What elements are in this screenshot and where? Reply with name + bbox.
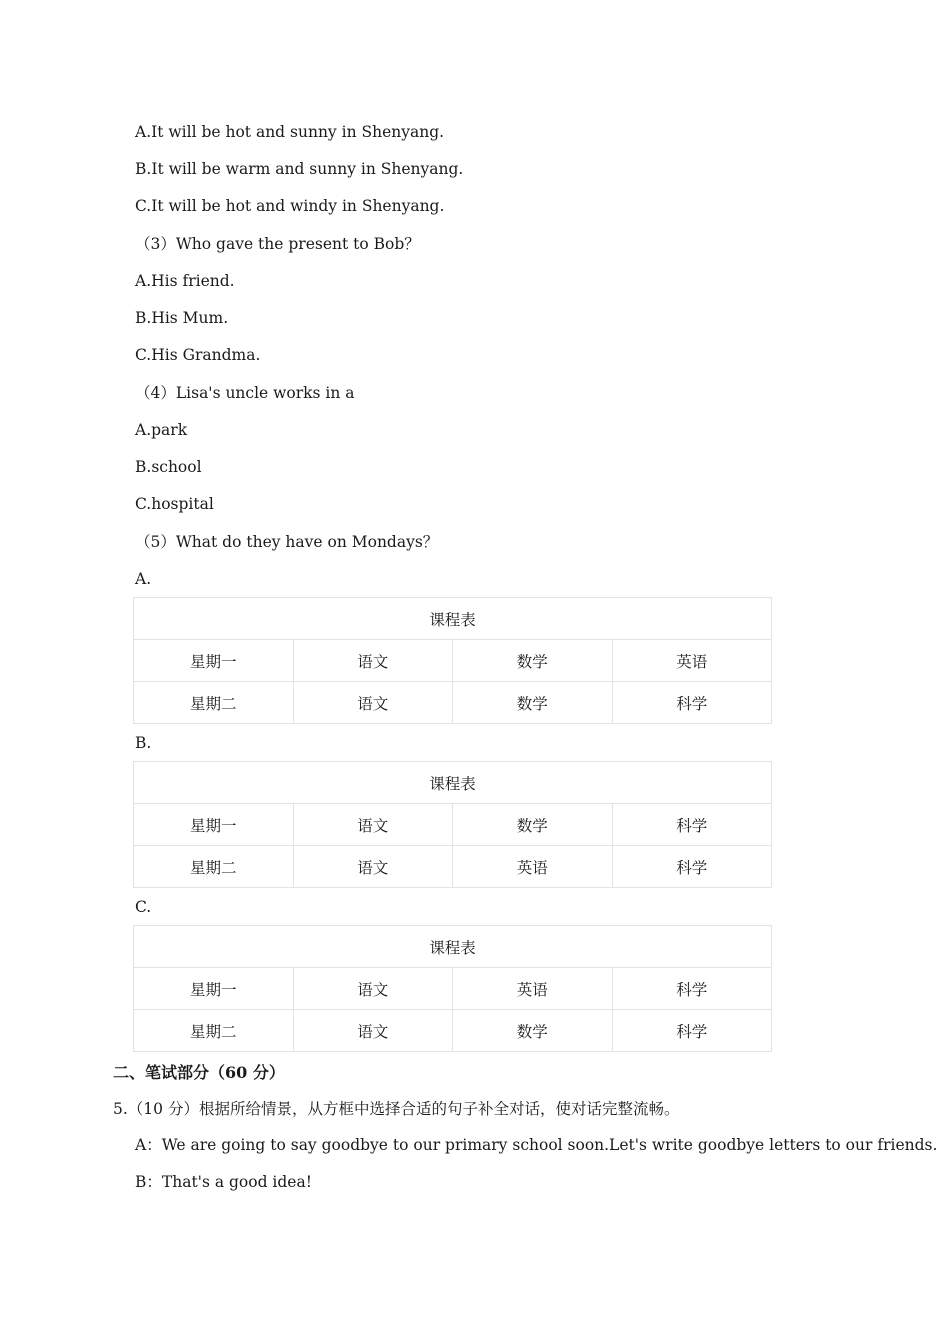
- table-cell: 数学: [453, 804, 613, 846]
- table-cell: 英语: [453, 968, 613, 1010]
- table-cell: 语文: [293, 682, 453, 724]
- table-row: [134, 640, 772, 682]
- table-cell: 语文: [293, 804, 453, 846]
- table-cell: 科学: [612, 968, 772, 1010]
- q5-question: （5）What do they have on Mondays？: [135, 533, 439, 551]
- table-cell: 星期一: [134, 804, 294, 846]
- q3-option-b: B.His Mum.: [135, 309, 229, 327]
- table-row: [134, 804, 772, 846]
- table-cell: 数学: [453, 1010, 613, 1052]
- q3-question: （3）Who gave the present to Bob？: [135, 235, 420, 253]
- q5-option-c-label: C.: [135, 898, 152, 916]
- table-row: [134, 1010, 772, 1052]
- table-cell: 星期二: [134, 846, 294, 888]
- table-row: [134, 968, 772, 1010]
- schedule-table-a: [133, 597, 772, 724]
- table-cell: 语文: [293, 846, 453, 888]
- q4-option-b: B.school: [135, 458, 202, 476]
- table-cell: 星期一: [134, 968, 294, 1010]
- schedule-title: 课程表: [134, 598, 772, 640]
- section-heading: 二、笔试部分（60 分）: [113, 1063, 285, 1082]
- table-cell: 星期二: [134, 1010, 294, 1052]
- q5-option-b-label: B.: [135, 734, 152, 752]
- table-cell: 科学: [612, 1010, 772, 1052]
- q4-option-a: A.park: [135, 421, 188, 439]
- dialogue-line-a: A：We are going to say goodbye to our primary school soon.Let's write goodbye letters to our friends.: [135, 1136, 938, 1154]
- table-cell: 星期二: [134, 682, 294, 724]
- dialogue-line-b: B：That's a good idea!: [135, 1173, 312, 1191]
- table-cell: 数学: [453, 682, 613, 724]
- table-cell: 科学: [612, 682, 772, 724]
- q2-option-c: C.It will be hot and windy in Shenyang.: [135, 197, 445, 215]
- table-cell: 科学: [612, 804, 772, 846]
- schedule-table-c: [133, 925, 772, 1052]
- table-row: [134, 846, 772, 888]
- table-row: [134, 682, 772, 724]
- schedule-title: 课程表: [134, 762, 772, 804]
- q4-question: （4）Lisa's uncle works in a: [135, 384, 355, 402]
- table-cell: 英语: [453, 846, 613, 888]
- table-cell: 星期一: [134, 640, 294, 682]
- q4-option-c: C.hospital: [135, 495, 214, 513]
- schedule-table-b: [133, 761, 772, 888]
- q3-option-a: A.His friend.: [135, 272, 235, 290]
- q5-written-prompt: 5.（10 分）根据所给情景，从方框中选择合适的句子补全对话，使对话完整流畅。: [113, 1100, 680, 1118]
- table-cell: 数学: [453, 640, 613, 682]
- table-cell: 语文: [293, 640, 453, 682]
- schedule-title: 课程表: [134, 926, 772, 968]
- table-cell: 语文: [293, 1010, 453, 1052]
- q2-option-b: B.It will be warm and sunny in Shenyang.: [135, 160, 464, 178]
- q3-option-c: C.His Grandma.: [135, 346, 261, 364]
- table-cell: 科学: [612, 846, 772, 888]
- q5-option-a-label: A.: [135, 570, 152, 588]
- q2-option-a: A.It will be hot and sunny in Shenyang.: [135, 123, 445, 141]
- table-cell: 语文: [293, 968, 453, 1010]
- table-cell: 英语: [612, 640, 772, 682]
